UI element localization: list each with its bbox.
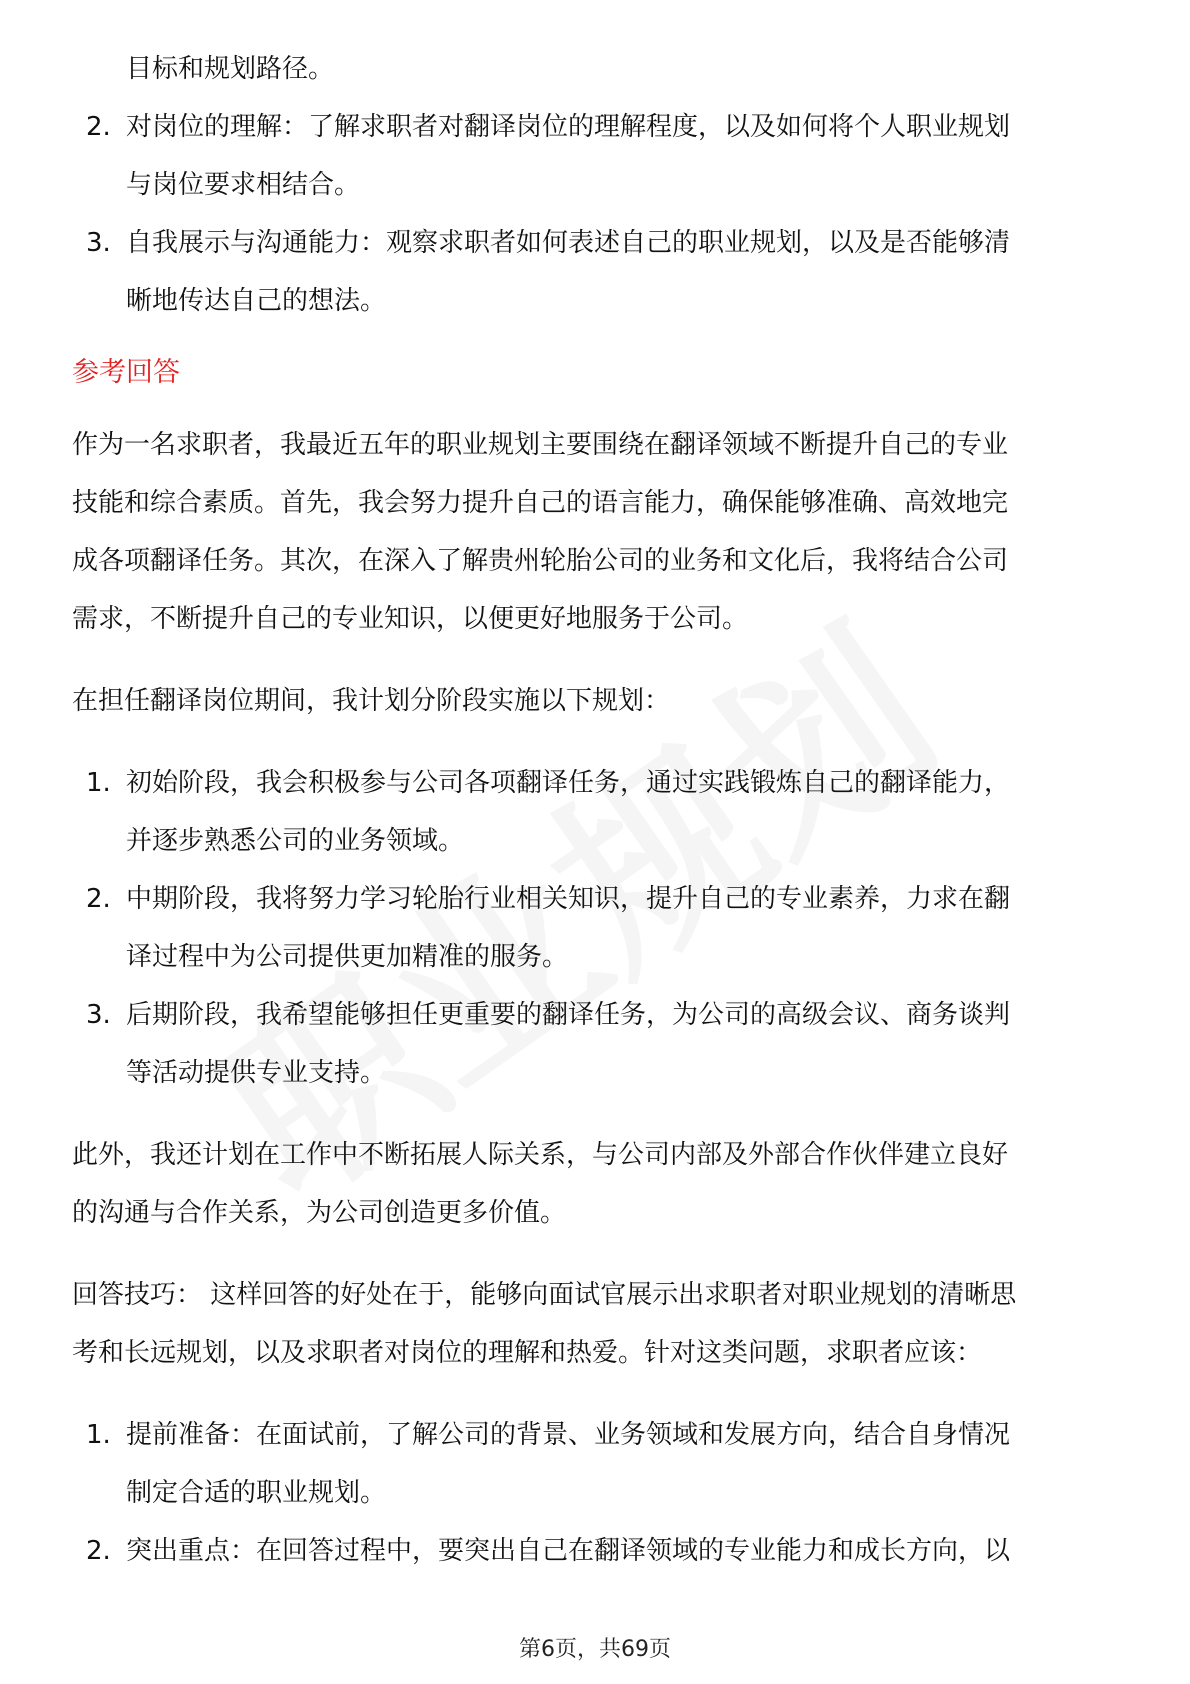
list-item-line: 中期阶段，我将努力学习轮胎行业相关知识，提升自己的专业素养，力求在翻 [126, 884, 1011, 914]
assessment-list [72, 98, 1122, 330]
list-item-line: 晰地传达自己的想法。 [126, 286, 387, 316]
list-item [72, 754, 1122, 870]
list-item-line: 等活动提供专业支持。 [126, 1058, 387, 1088]
paragraph-line: 成各项翻译任务。其次，在深入了解贵州轮胎公司的业务和文化后，我将结合公司 [72, 546, 1009, 576]
paragraph-line: 技能和综合素质。首先，我会努力提升自己的语言能力，确保能够准确、高效地完 [72, 488, 1009, 518]
paragraph-line: 需求，不断提升自己的专业知识，以便更好地服务于公司。 [72, 604, 749, 634]
list-item [72, 98, 1122, 214]
paragraph-tips [72, 1266, 1122, 1382]
list-item-line: 提前准备：在面试前，了解公司的背景、业务领域和发展方向，结合自身情况 [126, 1420, 1011, 1450]
tips-list [72, 1406, 1122, 1580]
paragraph-line: 考和长远规划，以及求职者对岗位的理解和热爱。针对这类问题，求职者应该： [72, 1338, 983, 1368]
list-number: 2. [86, 112, 111, 142]
list-item [72, 1406, 1122, 1522]
continuation-line: 目标和规划路径。 [126, 54, 335, 84]
list-item-line: 对岗位的理解：了解求职者对翻译岗位的理解程度，以及如何将个人职业规划 [126, 112, 1011, 142]
list-item [72, 870, 1122, 986]
list-number: 1. [86, 768, 111, 798]
list-item-line: 制定合适的职业规划。 [126, 1478, 387, 1508]
list-number: 2. [86, 1536, 111, 1566]
paragraph-line: 作为一名求职者，我最近五年的职业规划主要围绕在翻译领域不断提升自己的专业 [72, 430, 1009, 460]
paragraph-additional [72, 1126, 1122, 1242]
paragraph-intro [72, 416, 1122, 648]
list-number: 3. [86, 1000, 111, 1030]
paragraph-line: 的沟通与合作关系，为公司创造更多价值。 [72, 1198, 567, 1228]
list-item-line: 与岗位要求相结合。 [126, 170, 361, 200]
list-item-line: 并逐步熟悉公司的业务领域。 [126, 826, 465, 856]
paragraph-line: 回答技巧： 这样回答的好处在于，能够向面试官展示出求职者对职业规划的清晰思 [72, 1280, 1017, 1310]
list-item [72, 986, 1122, 1102]
list-item-line: 初始阶段，我会积极参与公司各项翻译任务，通过实践锻炼自己的翻译能力， [126, 768, 1011, 798]
list-number: 2. [86, 884, 111, 914]
section-heading-reference-answer: 参考回答 [72, 357, 180, 388]
list-item-line: 突出重点：在回答过程中，要突出自己在翻译领域的专业能力和成长方向，以 [126, 1536, 1011, 1566]
list-item-line: 后期阶段，我希望能够担任更重要的翻译任务，为公司的高级会议、商务谈判 [126, 1000, 1011, 1030]
list-number: 3. [86, 228, 111, 258]
list-item-line: 自我展示与沟通能力：观察求职者如何表述自己的职业规划，以及是否能够清 [126, 228, 1011, 258]
list-item [72, 1522, 1122, 1580]
paragraph-plan-intro: 在担任翻译岗位期间，我计划分阶段实施以下规划： [72, 686, 671, 716]
list-item-line: 译过程中为公司提供更加精准的服务。 [126, 942, 569, 972]
page-footer: 第6页，共69页 [519, 1637, 671, 1662]
plan-list [72, 754, 1122, 1102]
page-content [72, 40, 1122, 1580]
paragraph-line: 此外，我还计划在工作中不断拓展人际关系，与公司内部及外部合作伙伴建立良好 [72, 1140, 1009, 1170]
list-number: 1. [86, 1420, 111, 1450]
list-item [72, 214, 1122, 330]
